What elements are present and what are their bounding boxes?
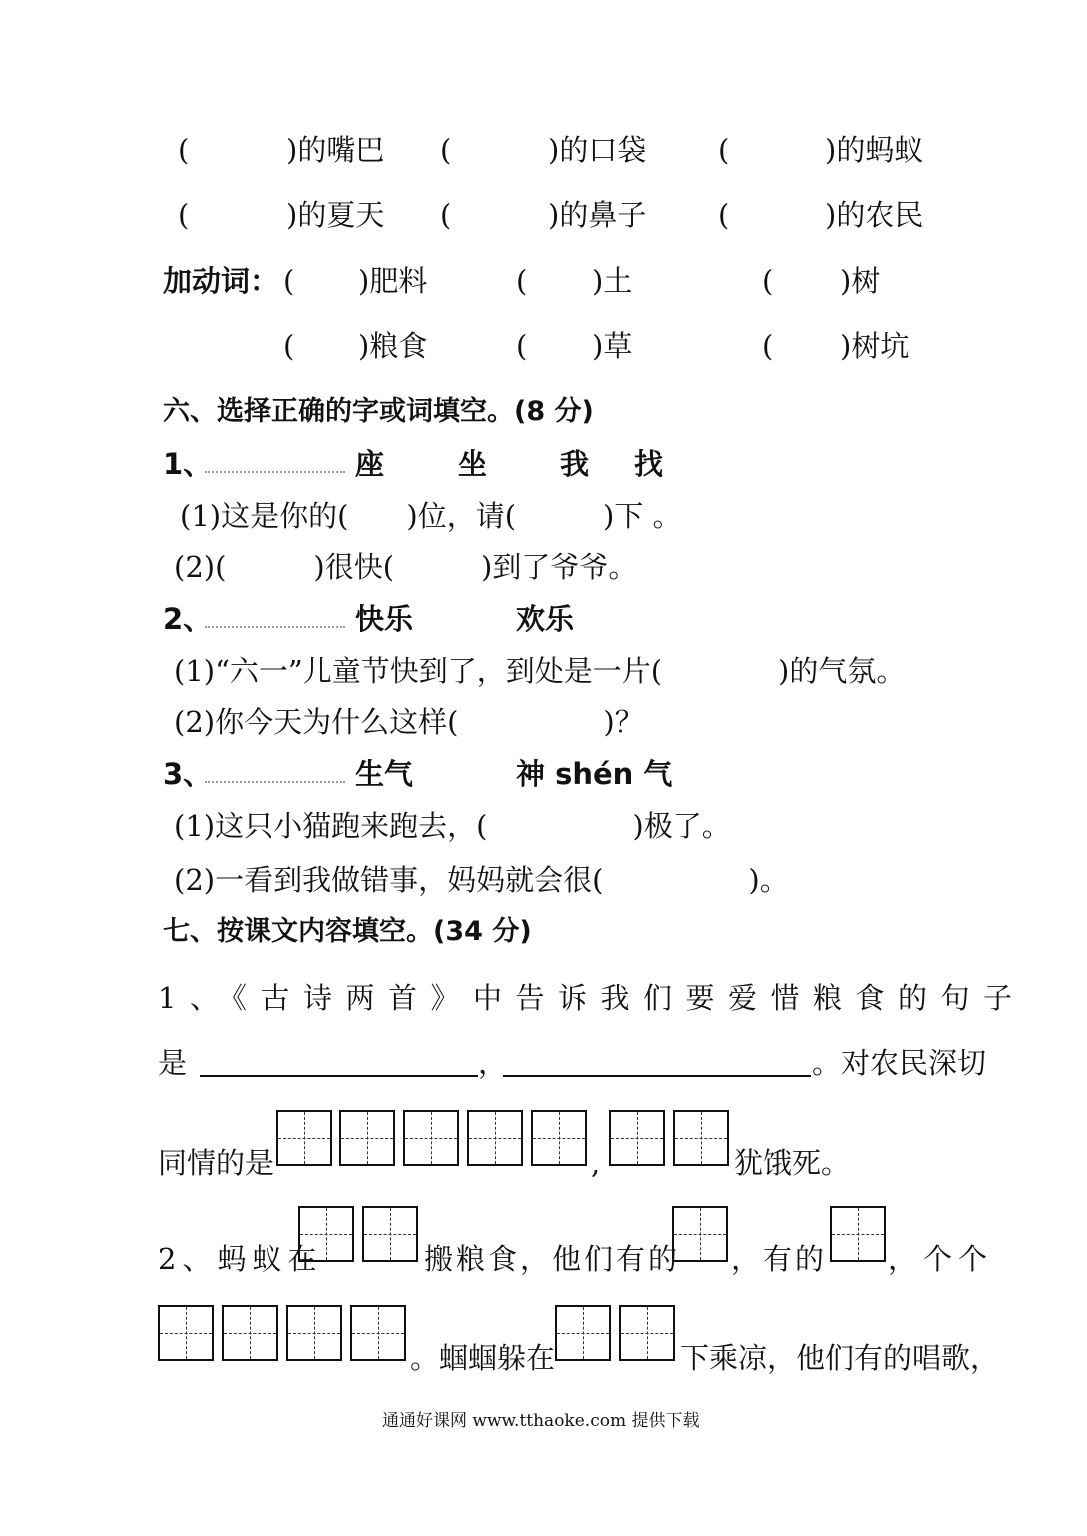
phrase-2-3: )的农民 bbox=[825, 198, 924, 232]
p1-line1: 1、《古诗两首》中告诉我们要爱惜粮食的句子 bbox=[158, 981, 1026, 1015]
section6-title: 六、选择正确的字或词填空。(8 分) bbox=[163, 396, 594, 427]
q1-opt-1: 座 bbox=[355, 447, 385, 481]
char-box[interactable] bbox=[673, 1110, 729, 1166]
char-box[interactable] bbox=[555, 1305, 611, 1361]
verb-2-1: )粮食 bbox=[358, 329, 428, 363]
char-box[interactable] bbox=[467, 1110, 523, 1166]
q1-opt-3: 我 bbox=[560, 447, 590, 481]
q1-sentence-1: (1)这是你的( )位，请( )下 。 bbox=[180, 499, 682, 533]
char-box[interactable] bbox=[350, 1305, 406, 1361]
phrase-2-1: )的夏天 bbox=[286, 198, 385, 232]
q3-opt-1: 生气 bbox=[355, 757, 414, 791]
q3-number: 3、 bbox=[163, 757, 213, 791]
char-box[interactable] bbox=[362, 1206, 418, 1262]
char-box[interactable] bbox=[222, 1305, 278, 1361]
q2-number: 2、 bbox=[163, 602, 213, 636]
verb-1-2: )土 bbox=[592, 264, 633, 298]
char-box[interactable] bbox=[609, 1110, 665, 1166]
q1-dots bbox=[205, 470, 345, 473]
q1-number: 1、 bbox=[163, 447, 213, 481]
answer-blank-2[interactable] bbox=[503, 1075, 811, 1077]
char-box[interactable] bbox=[298, 1206, 354, 1262]
char-box[interactable] bbox=[531, 1110, 587, 1166]
phrase-1-2: )的口袋 bbox=[548, 133, 647, 167]
phrase-row-1: ( bbox=[178, 133, 190, 167]
phrase-2-2: )的鼻子 bbox=[548, 198, 647, 232]
phrase-1-1: )的嘴巴 bbox=[286, 133, 385, 167]
q2-sentence-2: (2)你今天为什么这样( )？ bbox=[174, 705, 644, 739]
char-box[interactable] bbox=[672, 1206, 728, 1262]
char-box[interactable] bbox=[276, 1110, 332, 1166]
char-box[interactable] bbox=[830, 1206, 886, 1262]
q3-sentence-1: (1)这只小猫跑来跑去，( )极了。 bbox=[174, 809, 731, 843]
q1-opt-4: 找 bbox=[634, 447, 664, 481]
q3-sentence-2: (2)一看到我做错事，妈妈就会很( )。 bbox=[174, 863, 789, 897]
phrase-1-3: )的蚂蚁 bbox=[825, 133, 924, 167]
char-box[interactable] bbox=[158, 1305, 214, 1361]
q1-opt-2: 坐 bbox=[458, 447, 488, 481]
char-box[interactable] bbox=[619, 1305, 675, 1361]
q3-opt-2: 神 shén 气 bbox=[516, 757, 673, 791]
char-box[interactable] bbox=[403, 1110, 459, 1166]
q1-sentence-2: (2)( )很快( )到了爷爷。 bbox=[174, 550, 638, 584]
q3-dots bbox=[205, 780, 345, 783]
verb-1-1: )肥料 bbox=[358, 264, 428, 298]
q2-opt-2: 欢乐 bbox=[516, 602, 575, 636]
char-box[interactable] bbox=[286, 1305, 342, 1361]
footer-credit: 通通好课网 www.tthaoke.com 提供下载 bbox=[382, 1411, 700, 1431]
q2-dots bbox=[205, 625, 345, 628]
answer-blank-1[interactable] bbox=[200, 1075, 478, 1077]
verb-2-2: )草 bbox=[592, 329, 633, 363]
q2-sentence-1: (1)“六一”儿童节快到了，到处是一片( )的气氛。 bbox=[174, 654, 906, 688]
verb-label: 加动词： bbox=[163, 264, 280, 298]
q2-opt-1: 快乐 bbox=[355, 602, 414, 636]
verb-2-3: )树坑 bbox=[840, 329, 910, 363]
verb-1-3: )树 bbox=[840, 264, 881, 298]
char-box[interactable] bbox=[339, 1110, 395, 1166]
section7-title: 七、按课文内容填空。(34 分) bbox=[163, 916, 532, 947]
